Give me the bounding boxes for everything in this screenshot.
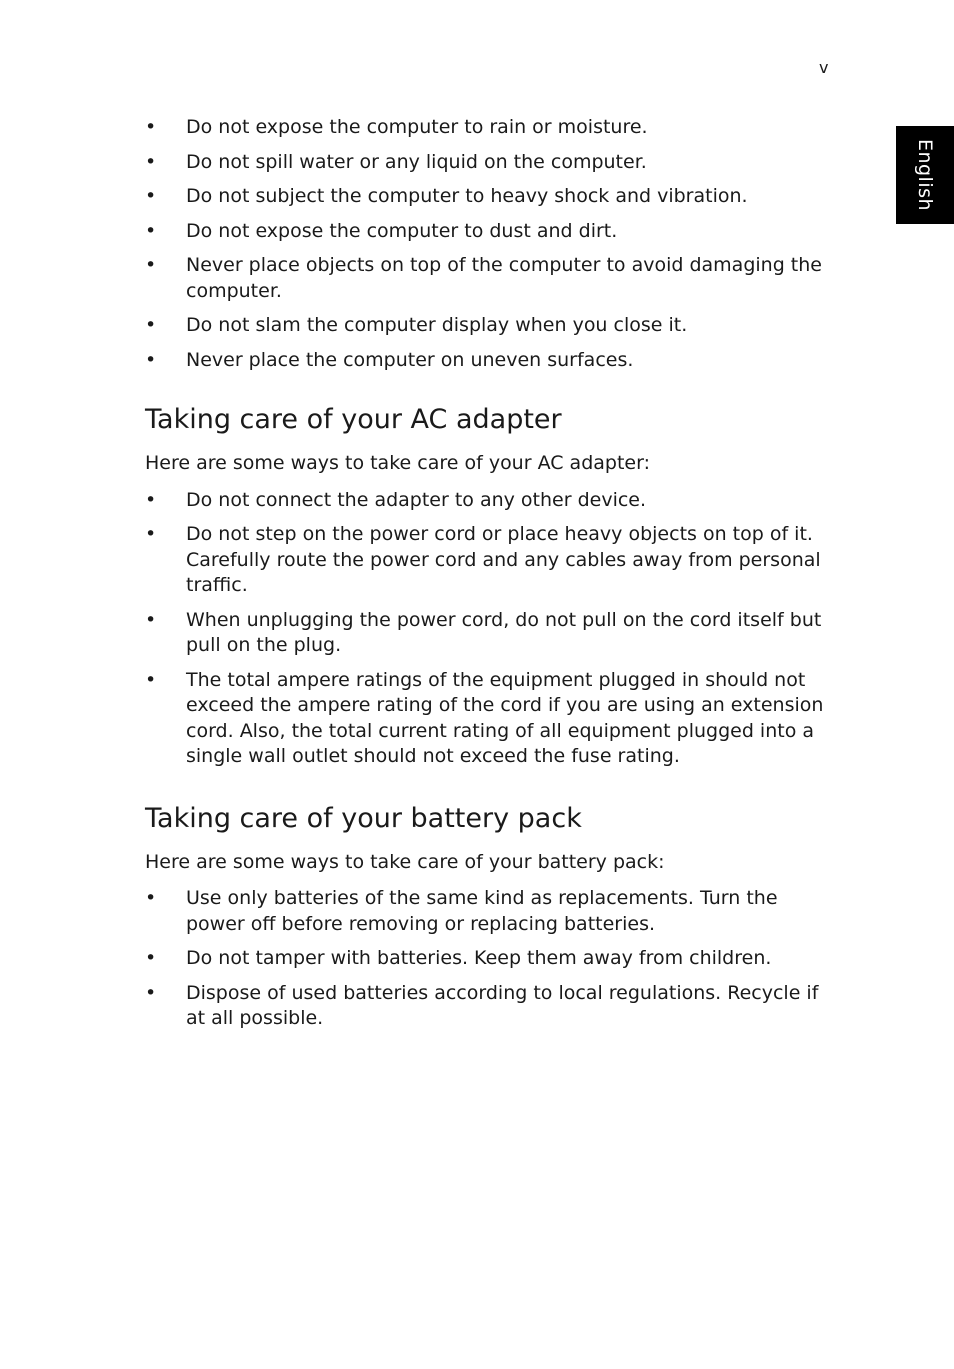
list-item-text: When unplugging the power cord, do not pull on the cord itself but pull on the plug. <box>186 608 822 656</box>
list-item-text: Do not expose the computer to dust and dirt. <box>186 219 618 242</box>
list-item <box>145 184 835 210</box>
list-item-text: Do not subject the computer to heavy shock and vibration. <box>186 185 748 207</box>
list-item <box>145 981 835 1032</box>
bullet-icon: • <box>145 314 157 336</box>
list-item <box>145 348 835 374</box>
list-item <box>145 313 835 339</box>
list-item-text: Do not slam the computer display when you close it. <box>186 314 688 336</box>
list-item-text: Do not step on the power cord or place heavy objects on top of it. Carefully route the power cord and any cables away from personal traffic. <box>186 523 821 596</box>
list-item <box>145 488 835 514</box>
bullet-icon: • <box>145 254 157 276</box>
list-item-text: Dispose of used batteries according to local regulations. Recycle if at all possible. <box>186 981 819 1029</box>
bullet-icon: • <box>145 668 157 691</box>
list-item-text: Do not tamper with batteries. Keep them away from children. <box>186 947 772 969</box>
ac-adapter-list <box>145 488 835 770</box>
bullet-icon: • <box>145 348 157 371</box>
list-item-text: Do not expose the computer to rain or moisture. <box>186 116 648 138</box>
list-item <box>145 115 835 141</box>
list-item <box>145 668 835 770</box>
bullet-icon: • <box>145 150 157 173</box>
bullet-icon: • <box>145 219 157 242</box>
general-care-list <box>145 115 835 373</box>
list-item-text: Do not connect the adapter to any other device. <box>186 488 647 511</box>
bullet-icon: • <box>145 947 157 969</box>
battery-pack-intro: Here are some ways to take care of your battery pack: <box>145 850 665 873</box>
bullet-icon: • <box>145 488 157 511</box>
bullet-icon: • <box>145 608 157 631</box>
bullet-icon: • <box>145 185 157 207</box>
bullet-icon: • <box>145 887 157 909</box>
list-item-text: The total ampere ratings of the equipment plugged in should not exceed the ampere rating of the cord if you are using an extension cord. Also, the total current rating of all equipment plugged into a single wall outlet should not exceed the fuse rating. <box>186 668 824 767</box>
list-item <box>145 219 835 245</box>
page-content <box>145 115 835 1041</box>
list-item <box>145 886 835 937</box>
ac-adapter-intro: Here are some ways to take care of your AC adapter: <box>145 452 650 474</box>
language-tab <box>896 126 954 224</box>
list-item-text: Do not spill water or any liquid on the computer. <box>186 150 647 173</box>
bullet-icon: • <box>145 116 157 138</box>
bullet-icon: • <box>145 981 157 1004</box>
list-item <box>145 608 835 659</box>
battery-pack-heading: Taking care of your battery pack <box>145 802 582 834</box>
list-item <box>145 253 835 304</box>
list-item <box>145 150 835 176</box>
ac-adapter-heading: Taking care of your AC adapter <box>145 404 562 435</box>
battery-pack-list <box>145 886 835 1032</box>
language-tab-label: English <box>914 138 936 212</box>
list-item <box>145 946 835 972</box>
list-item-text: Never place the computer on uneven surfaces. <box>186 348 634 371</box>
list-item <box>145 522 835 599</box>
list-item-text: Never place objects on top of the computer to avoid damaging the computer. <box>186 254 822 302</box>
list-item-text: Use only batteries of the same kind as replacements. Turn the power off before removing or replacing batteries. <box>186 887 778 935</box>
bullet-icon: • <box>145 523 157 545</box>
page-number: v <box>819 58 829 77</box>
